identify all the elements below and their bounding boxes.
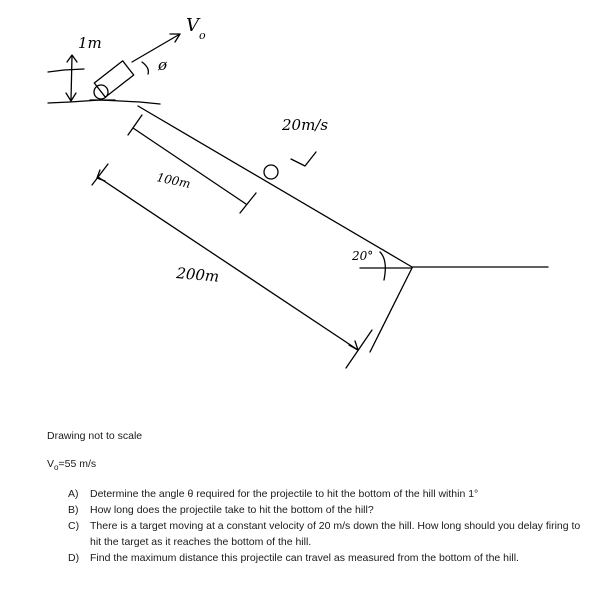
- question-text: Determine the angle θ required for the projectile to hit the bottom of the hill within 1°: [90, 488, 479, 500]
- v0-value: =55 m/s: [58, 458, 97, 470]
- question-list: [68, 486, 588, 566]
- cannon-icon: [90, 61, 134, 100]
- hill-bottom-vertical: [370, 268, 412, 352]
- height-dimension-line: [71, 56, 72, 100]
- question-letter: A): [68, 488, 79, 500]
- initial-velocity-value: [47, 458, 96, 472]
- dimension-200m-line: [98, 177, 358, 350]
- dimension-100m-tick-bottom: [240, 193, 256, 213]
- angle-arc: [142, 62, 148, 74]
- question-letter: C): [68, 520, 80, 532]
- question-item: [68, 518, 588, 550]
- height-label: 1m: [78, 34, 102, 52]
- question-letter: D): [68, 552, 80, 564]
- drawing-note: Drawing not to scale: [47, 430, 143, 442]
- distance-200-label: 200m: [175, 264, 220, 286]
- target-ball: [264, 165, 278, 179]
- velocity-label: V: [186, 15, 199, 36]
- target-speed-label: 20m/s: [282, 116, 329, 134]
- dimension-200m-arrow-left: [97, 170, 105, 181]
- slope-angle-arc: [380, 252, 385, 280]
- target-motion-arrow: [291, 152, 316, 166]
- velocity-subscript: o: [199, 29, 206, 42]
- question-text: How long does the projectile take to hit the bottom of the hill?: [90, 504, 374, 516]
- question-item: [68, 486, 588, 502]
- question-letter: B): [68, 504, 79, 516]
- v0-symbol: V: [47, 458, 55, 470]
- question-item: [68, 502, 588, 518]
- dimension-200m-tick-right: [346, 330, 372, 368]
- velocity-arrow-head: [170, 34, 180, 42]
- dimension-100m-line: [133, 128, 246, 204]
- velocity-arrow-line: [132, 34, 180, 62]
- top-ground-line-upper: [48, 69, 84, 72]
- question-text: There is a target moving at a constant velocity of 20 m/s down the hill. How long should you delay firing to hit the target as it reaches the bottom of the hill.: [90, 520, 581, 548]
- slope-angle-label: 20°: [352, 249, 374, 263]
- distance-100-label: 100m: [155, 170, 192, 192]
- dimension-200m-arrow-right: [349, 341, 358, 350]
- question-text: Find the maximum distance this projectile can travel as measured from the bottom of the hill.: [90, 552, 519, 564]
- question-item: [68, 550, 588, 566]
- v0-subscript: o: [54, 463, 59, 473]
- angle-symbol: ø: [158, 56, 168, 74]
